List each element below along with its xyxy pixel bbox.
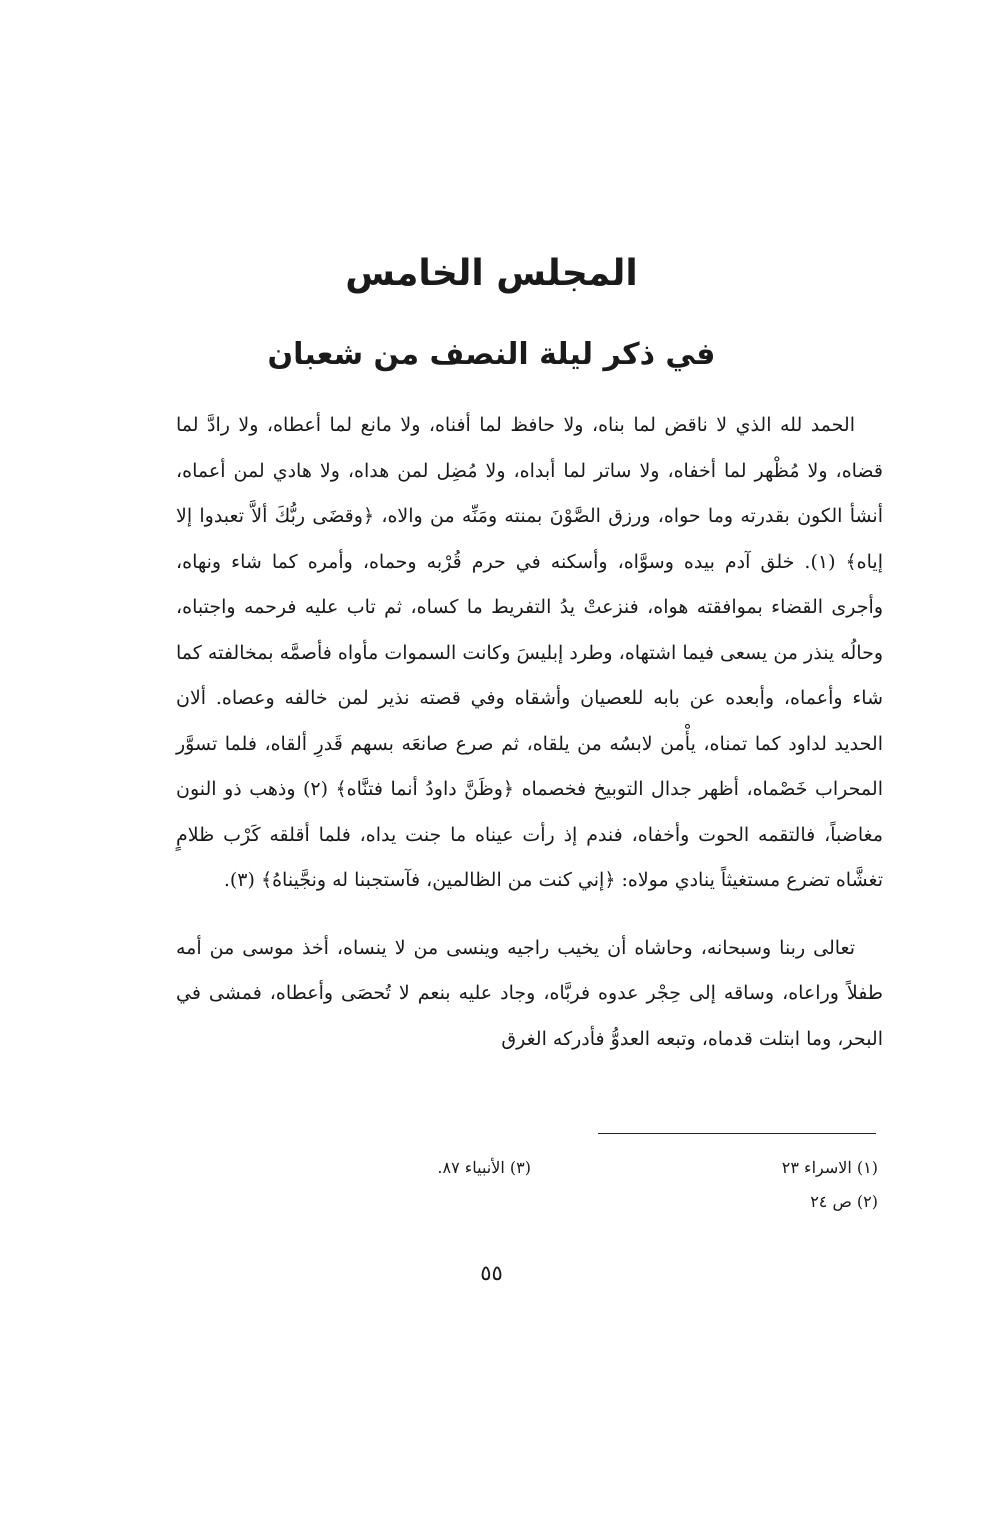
paragraph: الحمد لله الذي لا ناقض لما بناه، ولا حافظ لما أفناه، ولا مانع لما أعطاه، ولا رادَّ لما قضاه، ولا مُظْهر لما أخفاه، ولا ساتر لما أبداه، ولا مُضِل لمن هداه، ولا هادي لمن أعماه، أنشأ الكون بقدرته وما حواه، ورزق الصَّوْنَ بمنته ومَنِّه من والاه، ﴿وقضَى ربُّكَ ألاَّ تعبدوا إلا إياه﴾ (١). خلق آدم بيده وسوَّاه، وأسكنه في حرم قُرْبه وحماه، وأمره كما شاء ونهاه، وأجرى القضاء بموافقته هواه، فنزعتْ يدُ التفريط ما كساه، ثم تاب عليه فرحمه واجتباه، وحالُه ينذر من يسعى فيما اشتهاه، وطرد إبليسَ وكانت السموات مأواه فأصمَّه بمخالفته كما شاء وأعماه، وأبعده عن بابه للعصيان وأشقاه وفي قصته نذير لمن خالفه وعصاه. ألان الحديد لداود كما تمناه، يأْمن لابسُه من يلقاه، ثم صرع صانعَه بسهم قَدرِ ألقاه، فلما تسوَّر المحراب خَصْماه، أظهر جدال التوبيخ فخصماه ﴿وظَنَّ داودُ أنما فتنَّاه﴾ (٢) وذهب ذو النون مغاضباً، فالتقمه الحوت وأخفاه، فندم إذ رأت عيناه ما جنت يداه، فلما أقلقه كَرْب ظلامٍ تغشَّاه تضرع مستغيثاً ينادي مولاه: ﴿إني كنت من الظالمين، فآستجبنا له ونجَّيناهُ﴾ (٣). [176, 414, 883, 891]
chapter-title: المجلس الخامس [345, 253, 638, 294]
paragraph: تعالى ربنا وسبحانه، وحاشاه أن يخيب راجيه وينسى من لا ينساه، أخذ موسى من أمه طفلاً وراعاه، وساقه إلى حِجْر عدوه فربَّاه، وجاد عليه بنعم لا تُحصَى وأعطاه، فمشى في البحر، وما ابتلت قدماه، وتبعه العدوُّ فأدركه الغرق [176, 936, 883, 1050]
footnote-separator [598, 1133, 876, 1134]
footnote-2: (٢) ص ٢٤ [810, 1192, 878, 1211]
chapter-subtitle: في ذكر ليلة النصف من شعبان [267, 337, 716, 372]
page-number: ٥٥ [480, 1261, 503, 1285]
main-text [176, 403, 883, 1062]
footnote-1: (١) الاسراء ٢٣ [781, 1158, 878, 1177]
footnote-3: (٣) الأنبياء ٨٧. [437, 1158, 531, 1177]
